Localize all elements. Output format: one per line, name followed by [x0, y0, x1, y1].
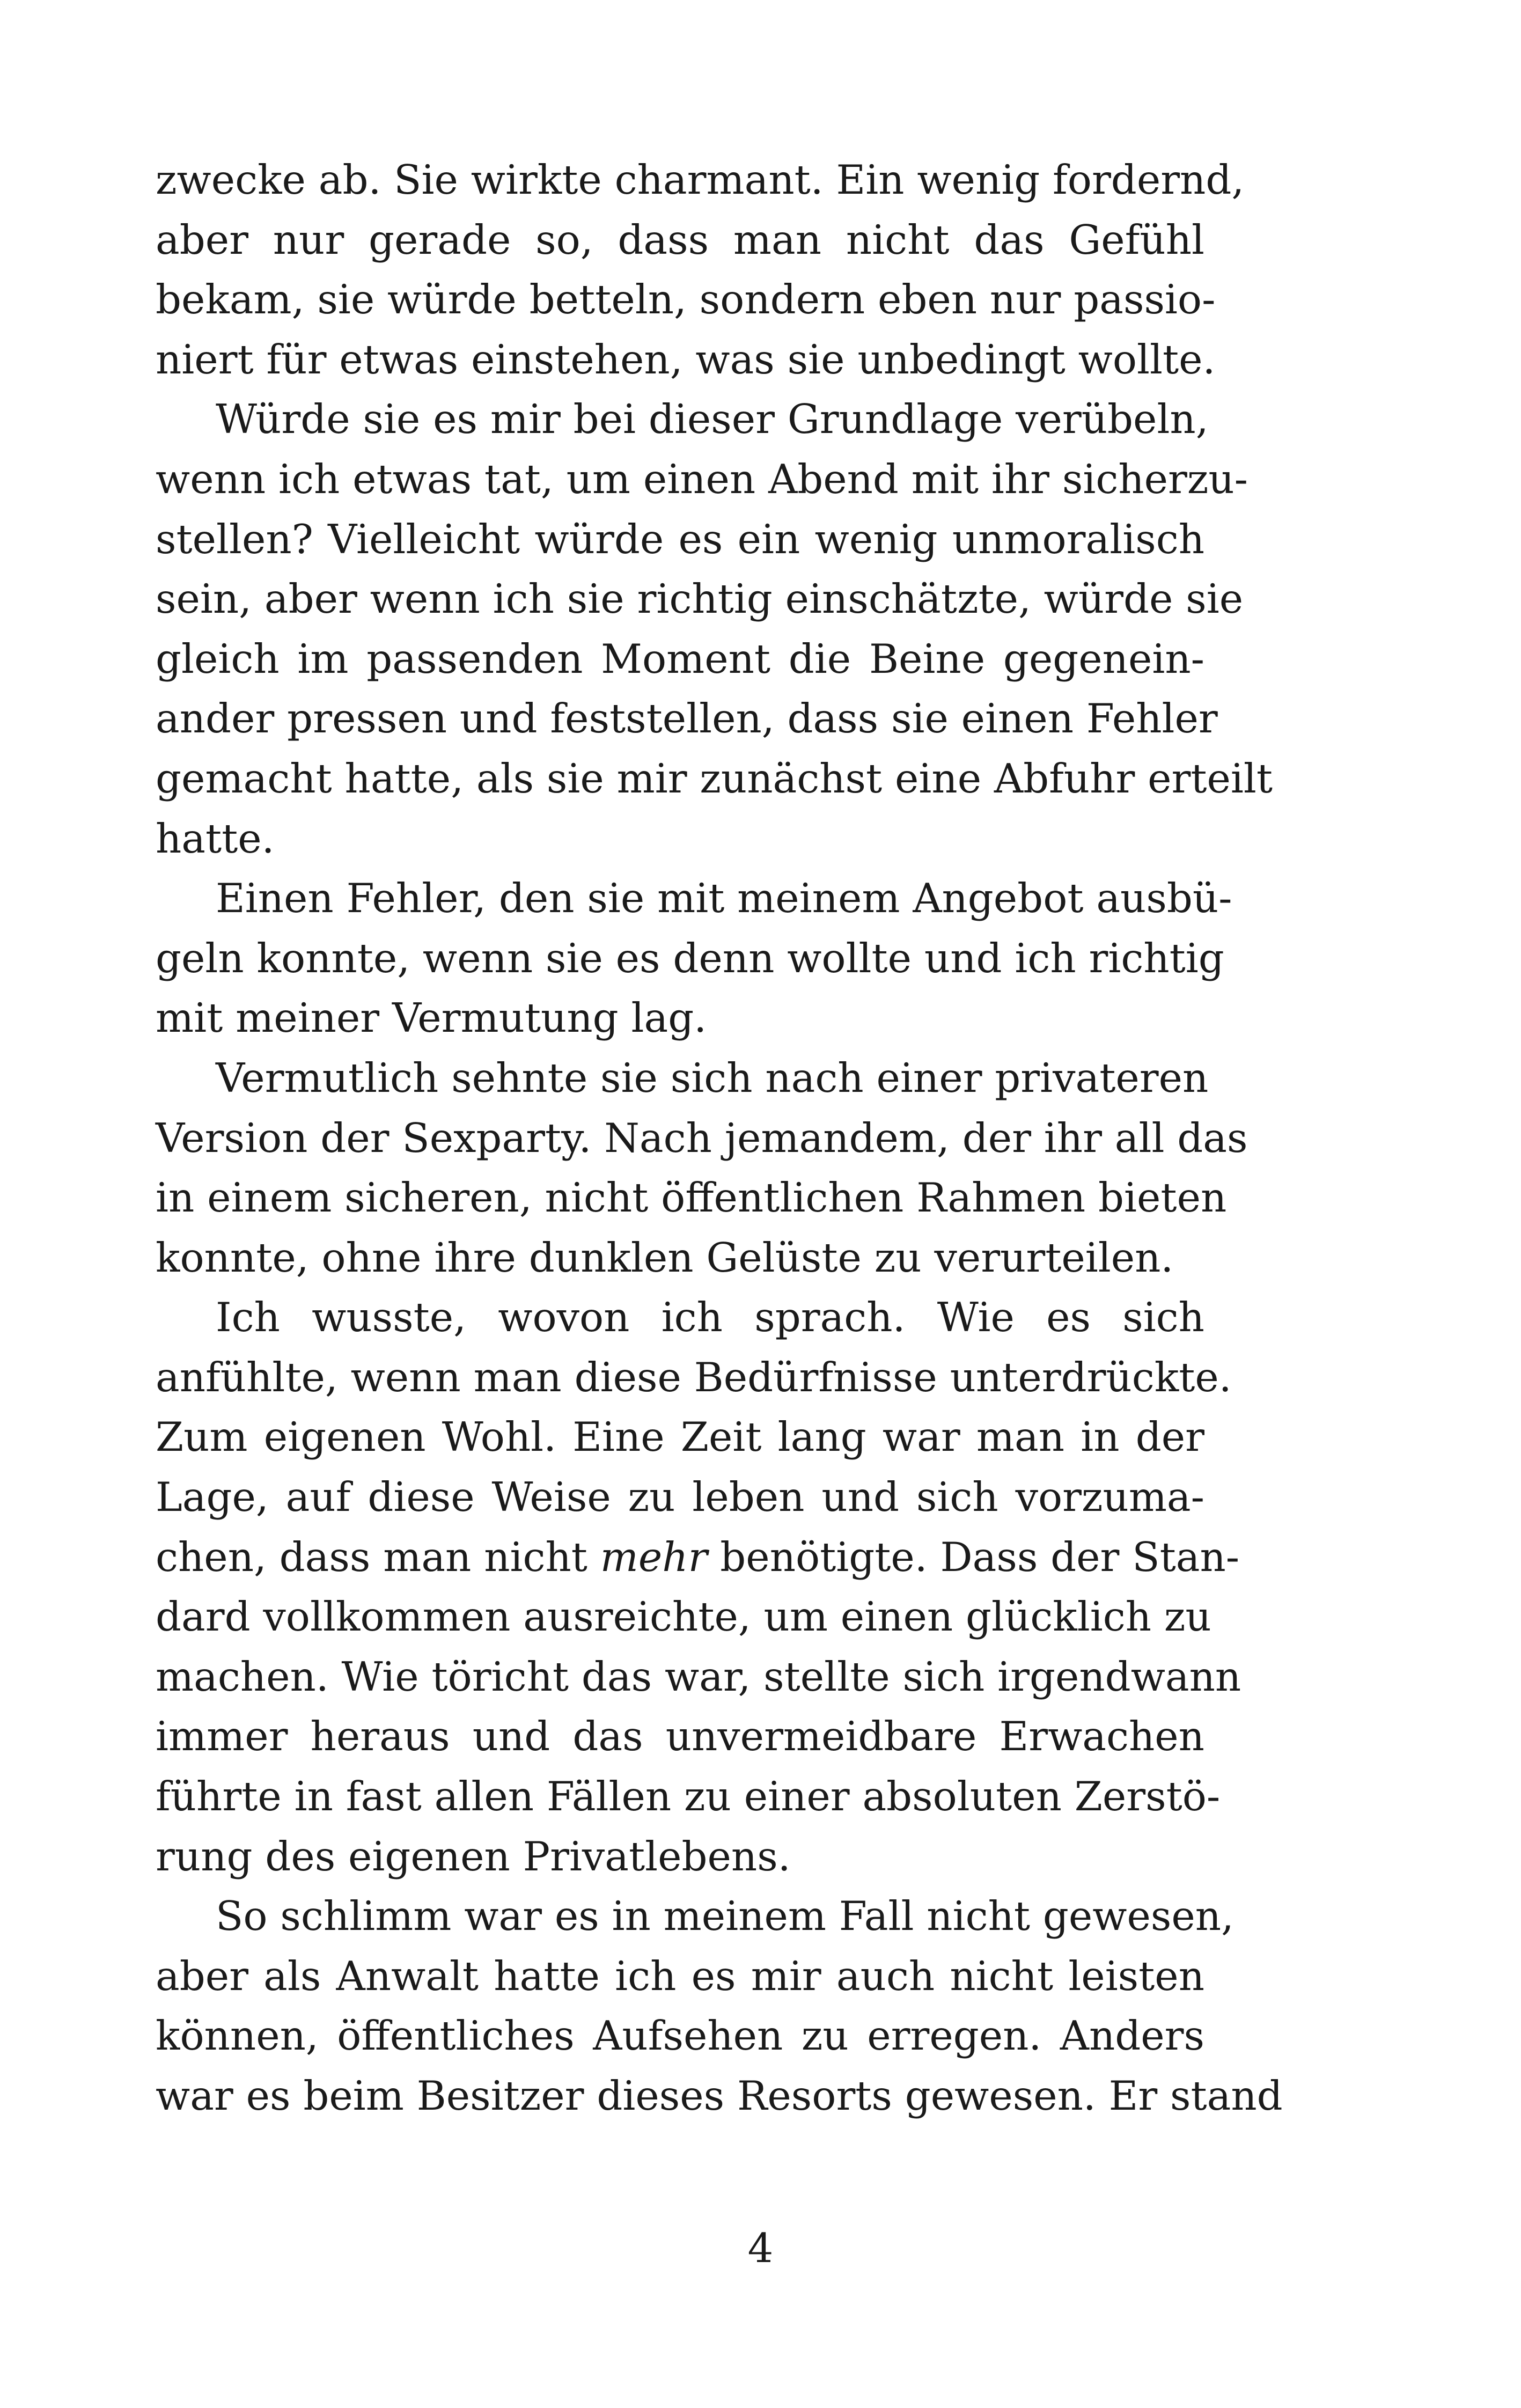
paragraph [156, 869, 1232, 1048]
text-line: Einen Fehler, den sie mit meinem Angebot ausbü- [216, 875, 1232, 922]
text-line: bekam, sie würde betteln, sondern eben nur passio- [156, 276, 1216, 324]
text-line: niert für etwas einstehen, was sie unbedingt wollte. [156, 335, 1216, 383]
text-line: Ich wusste, wovon ich sprach. Wie es sich [216, 1294, 1204, 1341]
body-text [156, 150, 1283, 2126]
text-line: zwecke ab. Sie wirkte charmant. Ein wenig fordernd, [156, 156, 1245, 203]
text-line: Würde sie es mir bei dieser Grundlage verübeln, [216, 395, 1209, 443]
text-line: rung des eigenen Privatlebens. [156, 1832, 791, 1880]
text-line: So schlimm war es in meinem Fall nicht gewesen, [216, 1892, 1234, 1940]
text-line: aber nur gerade so, dass man nicht das Gefühl [156, 216, 1204, 263]
paragraph [156, 1886, 1283, 2126]
text-line: können, öffentliches Aufsehen zu erregen. Anders [156, 2012, 1204, 2060]
text-line: machen. Wie töricht das war, stellte sich irgendwann [156, 1653, 1241, 1700]
paragraph [156, 150, 1245, 390]
paragraph [156, 1288, 1241, 1886]
emphasis: mehr [600, 1533, 708, 1581]
text-line: Vermutlich sehnte sie sich nach einer privateren [216, 1054, 1209, 1102]
paragraph [156, 1048, 1248, 1288]
text-line: sein, aber wenn ich sie richtig einschätzte, würde sie [156, 575, 1244, 623]
text-line: immer heraus und das unvermeidbare Erwachen [156, 1713, 1204, 1760]
text-line: hatte. [156, 814, 275, 862]
text-line: chen, dass man nicht mehr benötigte. Dass der Stan- [156, 1533, 1240, 1581]
text-line: in einem sicheren, nicht öffentlichen Rahmen bieten [156, 1174, 1227, 1222]
text-line: ander pressen und feststellen, dass sie einen Fehler [156, 695, 1218, 743]
text-line: führte in fast allen Fällen zu einer absoluten Zerstö- [156, 1773, 1221, 1820]
text-line: dard vollkommen ausreichte, um einen glücklich zu [156, 1593, 1211, 1641]
text-line: Version der Sexparty. Nach jemandem, der ihr all das [156, 1114, 1248, 1162]
page-number: 4 [747, 2225, 774, 2272]
text-line: geln konnte, wenn sie es denn wollte und ich richtig [156, 934, 1224, 982]
text-line: gleich im passenden Moment die Beine gegenein- [156, 635, 1204, 682]
text-line: Zum eigenen Wohl. Eine Zeit lang war man in der [156, 1413, 1204, 1461]
text-line: mit meiner Vermutung lag. [156, 994, 707, 1042]
text-line: stellen? Vielleicht würde es ein wenig unmoralisch [156, 515, 1204, 563]
text-line: war es beim Besitzer dieses Resorts gewesen. Er stand [156, 2072, 1283, 2119]
text-line: anfühlte, wenn man diese Bedürfnisse unterdrückte. [156, 1353, 1232, 1401]
text-line: aber als Anwalt hatte ich es mir auch nicht leisten [156, 1952, 1204, 2000]
text-line: konnte, ohne ihre dunklen Gelüste zu verurteilen. [156, 1234, 1174, 1281]
paragraph [156, 390, 1273, 869]
text-line: Lage, auf diese Weise zu leben und sich vorzuma- [156, 1473, 1204, 1521]
text-line: gemacht hatte, als sie mir zunächst eine Abfuhr erteilt [156, 754, 1273, 802]
text-line: wenn ich etwas tat, um einen Abend mit ihr sicherzu- [156, 455, 1248, 503]
